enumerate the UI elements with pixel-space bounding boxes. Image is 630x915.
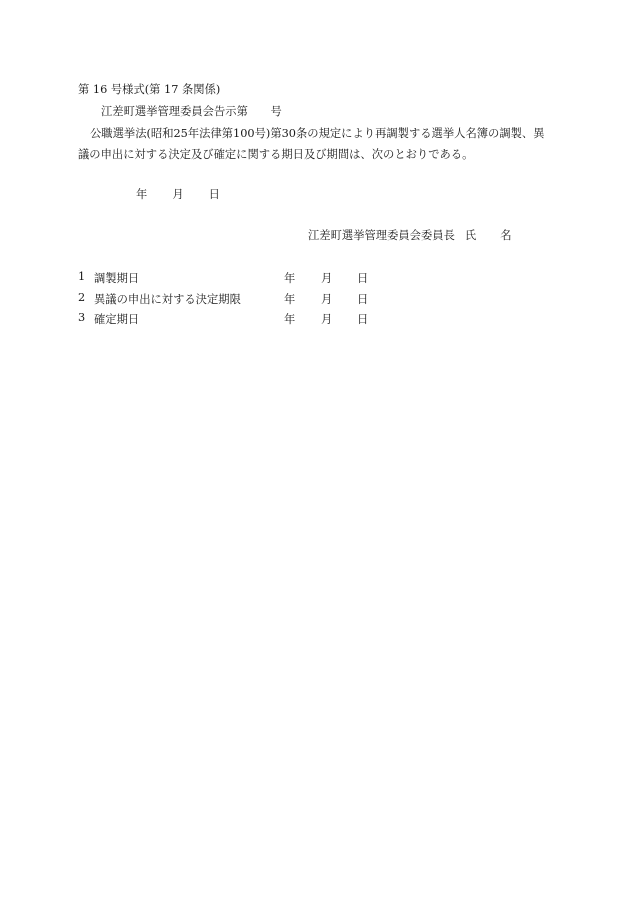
item-number: 3 bbox=[78, 311, 86, 324]
item-month: 月 bbox=[321, 272, 333, 285]
item-year: 年 bbox=[284, 272, 296, 285]
signature-mei: 名 bbox=[500, 229, 512, 242]
item-day: 日 bbox=[357, 272, 369, 285]
item-number: 2 bbox=[78, 291, 86, 304]
signature-line bbox=[308, 230, 512, 241]
item-day: 日 bbox=[357, 293, 369, 306]
item-year: 年 bbox=[284, 293, 296, 306]
item-label: 調製期日 bbox=[94, 272, 140, 285]
body-text-line-1: 公職選挙法(昭和25年法律第100号)第30条の規定により再調製する選挙人名簿の調製、異 bbox=[90, 127, 545, 140]
item-day: 日 bbox=[357, 313, 369, 326]
item-year: 年 bbox=[284, 313, 296, 326]
item-month: 月 bbox=[321, 293, 333, 306]
item-label: 確定期日 bbox=[94, 313, 140, 326]
date-year: 年 bbox=[136, 188, 148, 201]
schedule-item-3 bbox=[78, 311, 398, 325]
date-month: 月 bbox=[172, 188, 184, 201]
schedule-item-2 bbox=[78, 291, 398, 305]
date-day: 日 bbox=[208, 188, 220, 201]
body-text-line-2: 議の申出に対する決定及び確定に関する期日及び期間は、次のとおりである。 bbox=[78, 148, 474, 161]
schedule-item-1 bbox=[78, 270, 398, 284]
notice-title: 江差町選挙管理委員会告示第 号 bbox=[101, 105, 282, 118]
form-number: 第 16 号様式(第 17 条関係) bbox=[78, 83, 221, 96]
item-label: 異議の申出に対する決定期限 bbox=[94, 293, 241, 306]
notice-date bbox=[136, 189, 220, 200]
signature-title: 江差町選挙管理委員会委員長 bbox=[308, 229, 455, 242]
item-month: 月 bbox=[321, 313, 333, 326]
signature-shi: 氏 bbox=[464, 229, 477, 242]
item-number: 1 bbox=[78, 270, 86, 283]
